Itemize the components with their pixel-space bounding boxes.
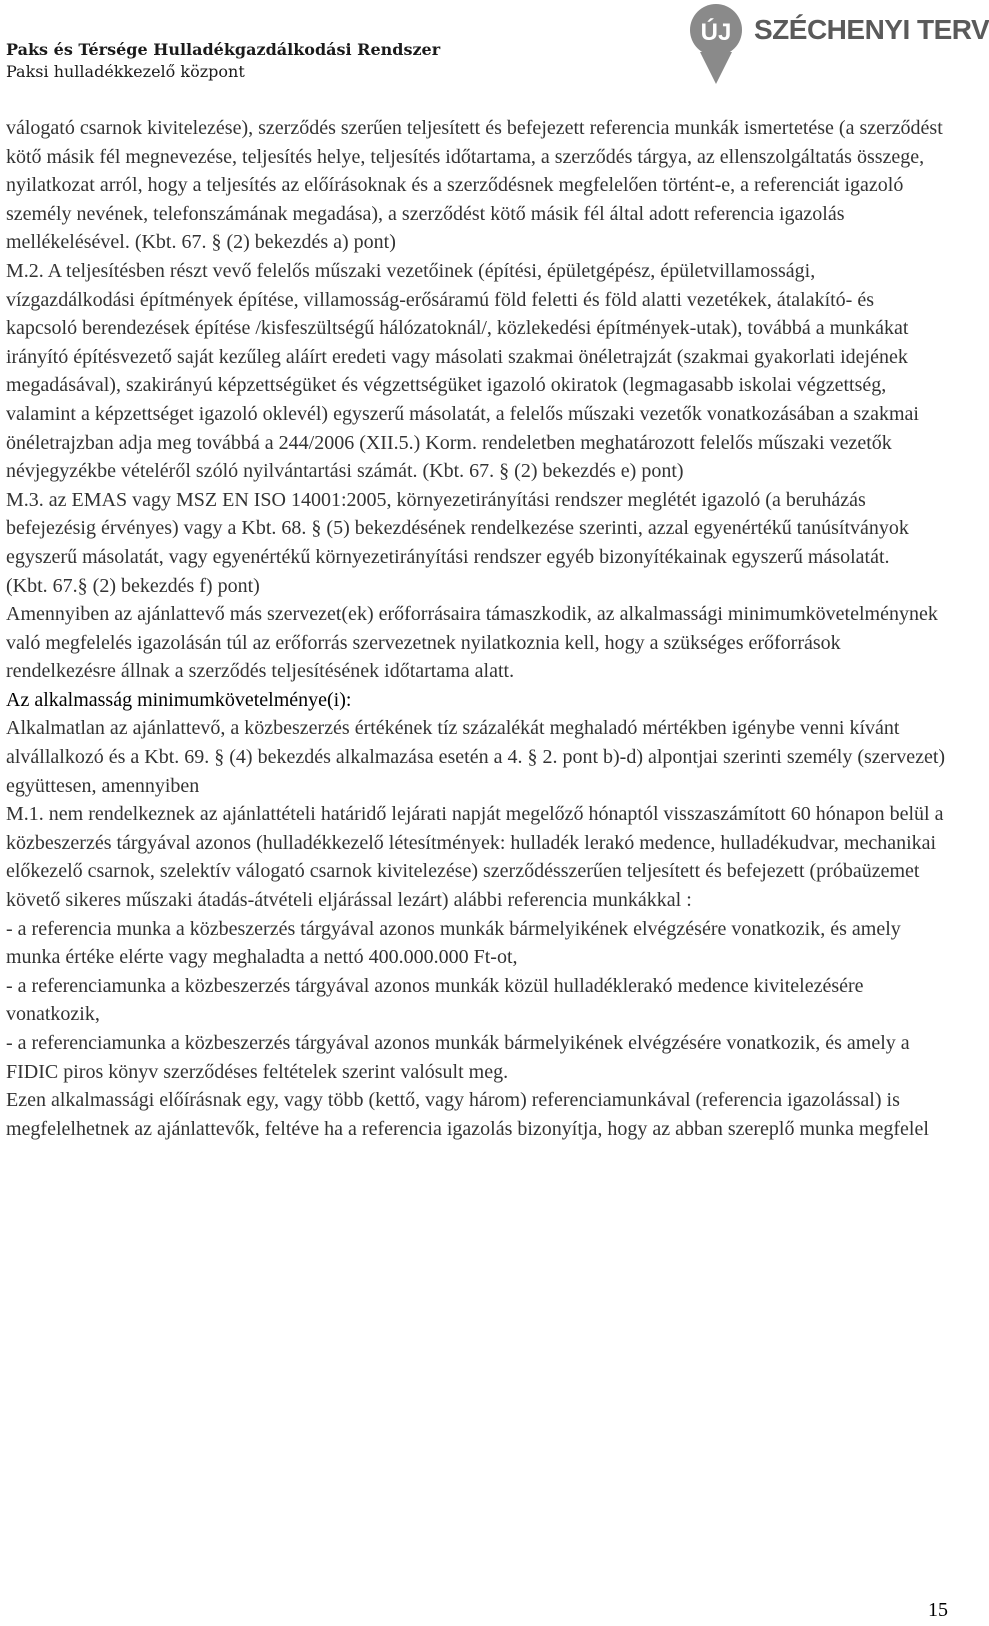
section-heading-minimum-requirements: Az alkalmasság minimumkövetelménye(i): — [6, 688, 352, 711]
paragraph-resources: Amennyiben az ajánlattevő más szervezet(ek) erőforrásaira támaszkodik, az alkalmassági minimumkövetelménynek való megfelelés igazolásán túl az erőforrás szervezetnek nyilatkoznia kell, hogy a szükséges erőforrások rendelkezésre állnak a szerződés teljesítésének időtartama alatt. — [6, 603, 938, 683]
organization-name: Paks és Térsége Hulladékgazdálkodási Rendszer — [6, 40, 441, 59]
logo-text: SZÉCHENYI TERV — [754, 14, 989, 45]
paragraph-m1: M.1. nem rendelkeznek az ajánlattételi határidő lejárati napját megelőző hónaptól visszaszámított 60 hónapon belül a közbeszerzés tárgyával azonos (hulladékkezelő létesítmények: hulladék lerakó medence, hulladékudvar, mechanikai előkezelő csarnok, szelektív válogató csarnok kivitelezése) szerződésszerűen teljesített és befejezett (próbaüzemet követő sikeres műszaki átadás-átvételi eljárással lezárt) alábbi referencia munkákkal : — [6, 803, 944, 912]
szechenyi-terv-logo — [686, 0, 989, 86]
paragraph-reference-works: válogató csarnok kivitelezése), szerződés szerűen teljesített és befejezett referencia munkák ismertetése (a szerződést kötő másik fél megnevezése, teljesítés helye, teljesítés időtartama, a szerződés tárgya, az ellenszolgáltatás összege, nyilatkozat arról, hogy a teljesítés az előírásoknak és a szerződésnek megfelelően történt-e, a referenciát igazoló személy nevének, telefonszámának megadása), a szerződést kötő másik fél által adott referencia igazolás mellékelésével. (Kbt. 67. § (2) bekezdés a) pont) — [6, 117, 943, 254]
paragraph-compliance: Ezen alkalmassági előírásnak egy, vagy több (kettő, vagy három) referenciamunkával (referencia igazolással) is megfelelhetnek az ajánlattevők, feltéve ha a referencia igazolás bizonyítja, hogy az abban szereplő munka megfelel — [6, 1089, 929, 1140]
list-item-landfill-requirement: - a referenciamunka a közbeszerzés tárgyával azonos munkák közül hulladéklerakó medence kivitelezésére vonatkozik, — [6, 974, 864, 1026]
paragraph-unsuitable: Alkalmatlan az ajánlattevő, a közbeszerzés értékének tíz százalékát meghaladó mértékben igénybe venni kívánt alvállalkozó és a Kbt. 69. § (4) bekezdés alkalmazása esetén a 4. § 2. pont b)-d) alpontjai szerinti személy (szervezet) együttesen, amennyiben — [6, 717, 946, 797]
logo-mark-text: ÚJ — [700, 19, 732, 46]
paragraph-m3: M.3. az EMAS vagy MSZ EN ISO 14001:2005, környezetirányítási rendszer meglétét igazoló (a beruházás befejezésig érvényes) vagy a Kbt. 68. § (5) bekezdésének rendelkezése szerinti, azzal egyenértékű tanúsítványok egyszerű másolatát, vagy egyenértékű környezetirányítási rendszer egyéb bizonyítékainak egyszerű másolatát. — [6, 488, 909, 568]
page-number: 15 — [928, 1599, 948, 1621]
list-item-fidic-requirement: - a referenciamunka a közbeszerzés tárgyával azonos munkák bármelyikének elvégzésére vonatkozik, és amely a FIDIC piros könyv szerződéses feltételek szerint valósult meg. — [6, 1032, 910, 1083]
uj-emblem-icon — [686, 0, 758, 86]
site-name: Paksi hulladékkezelő központ — [6, 62, 245, 81]
list-item-value-requirement: - a referencia munka a közbeszerzés tárgyával azonos munkák bármelyikének elvégzésére vonatkozik, és amely munka értéke elérte vagy meghaladta a nettó 400.000.000 Ft-ot, — [6, 917, 901, 969]
organization-header — [6, 39, 440, 83]
document-body — [6, 114, 946, 1143]
paragraph-m2: M.2. A teljesítésben részt vevő felelős műszaki vezetőinek (építési, épületgépész, épületvillamossági, vízgazdálkodási építmények építése, villamosság-erősáramú föld feletti és föld alatti vezetékek, átalakító- és kapcsoló berendezések építése /kisfeszültségű hálózatoknál/, közlekedési építmények-utak), továbbá a munkákat irányító építésvezető saját kezűleg aláírt eredeti vagy másolati szakmai önéletrajzát (szakmai gyakorlati idejének megadásával), szakirányú képzettségüket és végzettségüket igazoló okiratok (legmagasabb iskolai végzettség, valamint a képzettséget igazoló oklevél) egyszerű másolatát, a felelős műszaki vezetők vonatkozásában a szakmai önéletrajzban adja meg továbbá a 244/2006 (XII.5.) Korm. rendeletben meghatározott felelős műszaki vezetők névjegyzékbe vételéről szóló nyilvántartási számát. (Kbt. 67. § (2) bekezdés e) pont) — [6, 259, 919, 483]
paragraph-kbt-reference: (Kbt. 67.§ (2) bekezdés f) pont) — [6, 574, 260, 597]
